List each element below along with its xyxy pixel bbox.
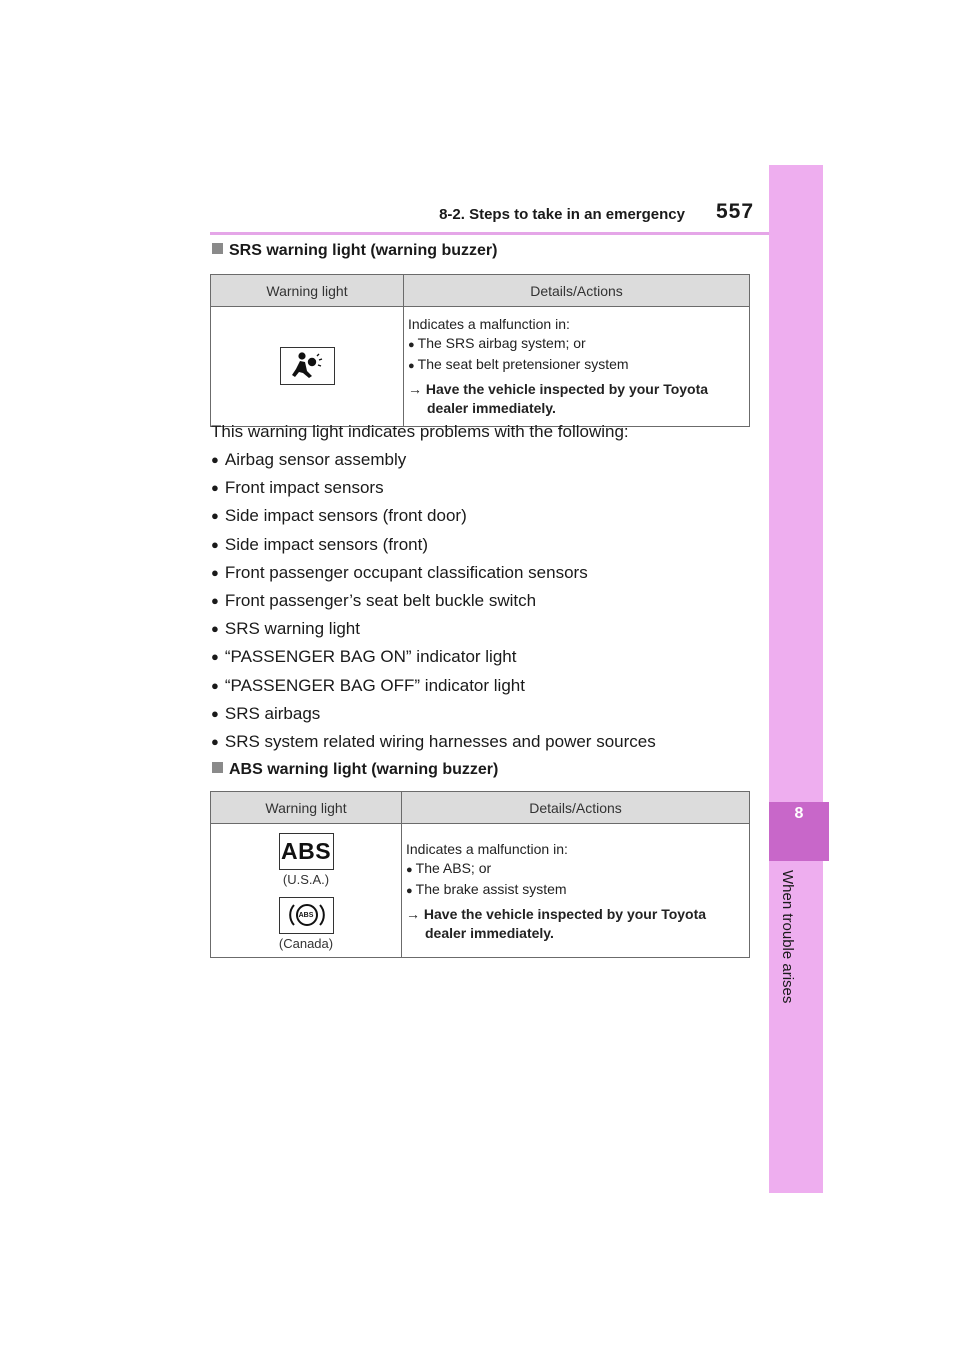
abs-action	[406, 905, 745, 943]
srs-details-intro: Indicates a malfunction in:	[408, 316, 570, 332]
section-header: 8-2. Steps to take in an emergency	[439, 206, 685, 223]
srs-heading-text: SRS warning light (warning buzzer)	[229, 242, 498, 259]
abs-usa-caption: (U.S.A.)	[282, 871, 330, 887]
abs-canada-icon	[279, 897, 334, 934]
list-item: ● SRS system related wiring harnesses and power sources	[211, 733, 656, 761]
chapter-title: When trouble arises	[779, 870, 796, 1004]
list-item: ● Side impact sensors (front door)	[211, 507, 656, 535]
abs-canada-caption: (Canada)	[278, 935, 334, 951]
list-item: ● Front impact sensors	[211, 479, 656, 507]
srs-warning-table	[210, 274, 750, 427]
header-rule	[210, 232, 770, 235]
srs-icon-cell	[211, 307, 404, 427]
srs-action	[408, 380, 745, 418]
srs-details-bullet: ● The seat belt pretensioner system	[408, 355, 745, 376]
list-item: ● Front passenger occupant classification sensors	[211, 564, 656, 592]
list-item: ● Airbag sensor assembly	[211, 451, 656, 479]
chapter-number-tab	[769, 802, 829, 861]
abs-action-text: Have the vehicle inspected by your Toyota dealer immediately.	[423, 906, 707, 941]
abs-heading	[212, 761, 498, 779]
srs-details-cell	[404, 307, 750, 427]
abs-details-bullet: ● The ABS; or	[406, 859, 745, 880]
col-header-details: Details/Actions	[402, 792, 750, 824]
srs-component-list	[211, 451, 656, 761]
page-number: 557	[716, 200, 755, 223]
arrow-icon: →	[408, 381, 426, 397]
airbag-occupant-icon	[280, 347, 335, 385]
srs-heading	[212, 242, 497, 260]
list-item: ● Front passenger’s seat belt buckle switch	[211, 592, 656, 620]
list-item: ● SRS airbags	[211, 705, 656, 733]
col-header-details: Details/Actions	[404, 275, 750, 307]
col-header-warning-light: Warning light	[211, 792, 402, 824]
chapter-side-tab	[769, 165, 823, 1193]
abs-warning-table	[210, 791, 750, 958]
square-bullet-icon	[212, 243, 223, 254]
abs-canada-icon-text: ABS	[298, 911, 314, 919]
col-header-warning-light: Warning light	[211, 275, 404, 307]
abs-heading-text: ABS warning light (warning buzzer)	[229, 761, 499, 778]
square-bullet-icon	[212, 762, 223, 773]
srs-action-text: Have the vehicle inspected by your Toyota dealer immediately.	[425, 381, 709, 416]
abs-icon-cell	[211, 824, 402, 958]
srs-intro-text: This warning light indicates problems with the following:	[211, 422, 629, 441]
srs-details-bullet: ● The SRS airbag system; or	[408, 334, 745, 355]
list-item: ● SRS warning light	[211, 620, 656, 648]
arrow-icon: →	[406, 906, 424, 922]
abs-usa-icon-text: ABS	[280, 837, 332, 864]
list-item: ● “PASSENGER BAG OFF” indicator light	[211, 677, 656, 705]
abs-details-intro: Indicates a malfunction in:	[406, 841, 568, 857]
list-item: ● Side impact sensors (front)	[211, 536, 656, 564]
abs-details-bullet: ● The brake assist system	[406, 880, 745, 901]
abs-usa-icon	[279, 833, 334, 870]
list-item: ● “PASSENGER BAG ON” indicator light	[211, 648, 656, 676]
chapter-number: 8	[794, 805, 804, 822]
abs-details-cell	[402, 824, 750, 958]
